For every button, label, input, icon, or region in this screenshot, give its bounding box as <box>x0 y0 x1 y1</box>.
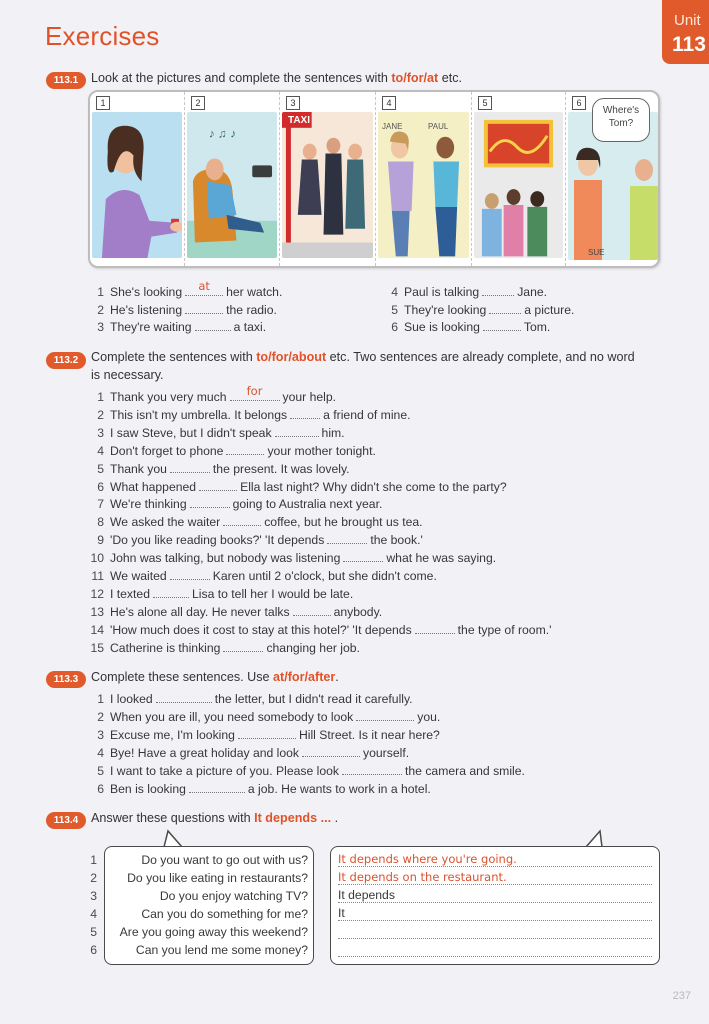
answer-blank[interactable] <box>156 691 212 703</box>
answer-blank[interactable] <box>238 727 296 739</box>
ex2-sentence <box>86 425 345 442</box>
picture-panel-2 <box>185 92 280 266</box>
sentence-number: 11 <box>91 569 104 583</box>
question-number: 5 <box>90 924 97 939</box>
sentence-number: 12 <box>90 586 104 601</box>
sentence-end: him. <box>321 425 345 440</box>
panel-number: 5 <box>478 96 492 110</box>
ex1-sentence <box>380 302 574 319</box>
sentence-start: I saw Steve, but I didn't speak <box>110 425 272 440</box>
answer-blank[interactable] <box>483 319 521 331</box>
answer-blank[interactable] <box>356 709 414 721</box>
page-number: 237 <box>672 990 691 1002</box>
sentence-end: changing her job. <box>266 640 360 655</box>
sentence-number: 9 <box>97 533 104 548</box>
sentence-start: They're waiting <box>110 320 192 334</box>
sentence-end: a picture. <box>524 303 575 317</box>
sentence-start: Ben is looking <box>110 781 186 796</box>
sentence-number: 1 <box>97 285 104 299</box>
answer-blank[interactable] <box>226 443 264 455</box>
ex1-sentence <box>380 319 550 336</box>
question-text: Are you going away this weekend? <box>119 924 308 939</box>
answer-line[interactable]: It depends on the restaurant. <box>338 870 652 885</box>
instruction-text: . <box>334 811 339 825</box>
sentence-end: Lisa to tell her I would be late. <box>191 586 354 601</box>
sentence-start: I looked <box>110 692 153 706</box>
page-title: Exercises <box>45 21 160 51</box>
sentence-start: They're looking <box>404 303 487 317</box>
sentence-end: yourself. <box>363 745 410 760</box>
answer-blank[interactable] <box>170 461 210 473</box>
answer-blank[interactable] <box>415 622 455 634</box>
sentence-end: the present. It was lovely. <box>212 461 350 476</box>
exercise-instruction-113-4 <box>91 809 338 827</box>
man-listening-to-radio-illustration <box>187 112 277 258</box>
ex2-sentence <box>86 443 376 460</box>
sentence-end: coffee, but he brought us tea. <box>264 515 423 530</box>
exercise-badge-113-3: 113.3 <box>46 671 86 688</box>
sentence-start: Don't forget to phone <box>110 443 224 458</box>
sentence-number: 6 <box>97 479 104 494</box>
sentence-number: 10 <box>90 551 104 566</box>
exercise-badge-113-1: 113.1 <box>46 72 86 89</box>
answer-blank[interactable] <box>290 407 320 419</box>
answer-blank[interactable] <box>170 568 210 580</box>
sentence-number: 14 <box>90 622 104 637</box>
ex3-sentence <box>86 691 413 708</box>
ex2-sentence <box>86 496 382 513</box>
sentence-end: the letter, but I didn't read it carefully. <box>214 692 413 706</box>
sentence-number: 15 <box>90 640 104 655</box>
instruction-keywords: to/for/at <box>391 71 439 85</box>
ex2-sentence <box>86 407 410 424</box>
sentence-end: your help. <box>282 390 337 404</box>
answer-blank[interactable] <box>342 763 402 775</box>
sentence-start: Thank you <box>110 461 167 476</box>
ex2-sentence <box>86 622 551 639</box>
sentence-number: 13 <box>90 604 104 619</box>
answer-blank[interactable] <box>293 604 331 616</box>
picture-panel-1 <box>90 92 185 266</box>
panel-number: 1 <box>96 96 110 110</box>
ex1-sentence <box>380 284 547 301</box>
sentence-start: She's looking <box>110 285 183 299</box>
name-label-paul: PAUL <box>428 122 449 131</box>
sentence-start: We asked the waiter <box>110 515 221 530</box>
question-number: 6 <box>90 942 97 957</box>
question-number: 3 <box>90 888 97 903</box>
sentence-end: the book.' <box>370 533 423 548</box>
sentence-end: the camera and smile. <box>405 763 525 778</box>
sentence-start: I texted <box>110 586 150 601</box>
sentence-start: He's listening <box>110 303 183 317</box>
answer-blank[interactable] <box>189 781 245 793</box>
sentence-end: what he was saying. <box>386 551 497 566</box>
paul-talking-to-jane-illustration <box>378 112 469 258</box>
answer-blank[interactable] <box>489 302 521 314</box>
sentence-end: a job. He wants to work in a hotel. <box>247 781 431 796</box>
sentence-number: 1 <box>97 390 104 404</box>
answer-blank[interactable] <box>275 425 319 437</box>
sentence-number: 5 <box>391 303 398 317</box>
sentence-end: Hill Street. Is it near here? <box>298 727 440 742</box>
instruction-text: is necessary. <box>91 368 164 382</box>
sentence-start: 'How much does it cost to stay at this hotel?' 'It depends <box>110 622 412 637</box>
answer-blank[interactable] <box>195 319 231 331</box>
speech-bubble: Where's Tom? <box>592 98 650 142</box>
instruction-text: etc. Two sentences are already complete, and no word <box>326 350 635 364</box>
woman-looking-at-watch-illustration <box>92 112 182 258</box>
ex2-sentence <box>86 384 337 406</box>
taxi-sign: TAXI <box>287 115 311 126</box>
instruction-text: etc. <box>438 71 463 85</box>
question-text: Do you want to go out with us? <box>141 853 308 867</box>
picture-panel-4 <box>376 92 472 266</box>
sentence-number: 4 <box>97 745 104 760</box>
sentence-end: anybody. <box>333 604 383 619</box>
people-waiting-for-taxi-illustration <box>282 112 373 258</box>
sentence-start: Bye! Have a great holiday and look <box>110 745 300 760</box>
sentence-end: Ella last night? Why didn't she come to the party? <box>240 479 507 494</box>
question-number: 2 <box>90 870 97 885</box>
sentence-number: 4 <box>391 285 398 299</box>
question-text: Do you enjoy watching TV? <box>159 888 308 903</box>
ex2-sentence <box>86 640 360 657</box>
instruction-text: Answer these questions with <box>91 811 255 825</box>
sentence-end: her watch. <box>226 285 283 299</box>
picture-panel-3 <box>280 92 376 266</box>
sentence-start: Sue is looking <box>404 320 480 334</box>
unit-number: 113 <box>672 33 706 56</box>
ex1-sentence <box>86 279 283 301</box>
people-looking-at-picture-illustration <box>474 112 563 258</box>
sentence-end: the radio. <box>226 303 277 317</box>
sentence-end: a taxi. <box>233 320 267 334</box>
sentence-start: John was talking, but nobody was listening <box>110 551 341 566</box>
ex1-sentence <box>86 319 266 336</box>
ex3-sentence <box>86 781 431 798</box>
panel-number: 6 <box>572 96 586 110</box>
sentence-end: the type of room.' <box>457 622 552 637</box>
unit-tab <box>662 0 709 64</box>
question-text: Can you lend me some money? <box>135 942 308 957</box>
sentence-number: 1 <box>97 692 104 706</box>
answer-blank[interactable] <box>343 550 383 562</box>
ex2-sentence <box>86 550 496 567</box>
panel-number: 4 <box>382 96 396 110</box>
sentence-start: Thank you very much <box>110 390 227 404</box>
ex3-sentence <box>86 727 440 744</box>
sentence-end: Tom. <box>523 320 551 334</box>
sentence-start: We're thinking <box>110 497 187 512</box>
answer-blank[interactable] <box>482 284 514 296</box>
ex3-sentence <box>86 745 409 762</box>
sentence-number: 3 <box>97 425 104 440</box>
answer-line[interactable]: It depends <box>338 888 652 903</box>
sentence-end: going to Australia next year. <box>232 497 383 512</box>
ex3-sentence <box>86 763 525 780</box>
answer-blank[interactable] <box>302 745 360 757</box>
answer-blank[interactable] <box>185 279 223 296</box>
sentence-number: 6 <box>97 781 104 796</box>
answer-line[interactable]: It <box>338 906 652 921</box>
sentence-number: 2 <box>97 303 104 317</box>
ex2-sentence <box>86 514 423 531</box>
sentence-start: 'Do you like reading books?' 'It depends <box>110 533 325 548</box>
sentence-end: Karen until 2 o'clock, but she didn't come. <box>212 569 437 583</box>
answer-blank[interactable] <box>153 586 189 598</box>
instruction-keywords: to/for/about <box>256 350 327 364</box>
sentence-end: Jane. <box>517 285 548 299</box>
answer-line[interactable] <box>338 924 652 939</box>
ex2-sentence <box>86 604 382 621</box>
sentence-number: 8 <box>97 515 104 530</box>
sentence-start: We waited <box>110 569 167 583</box>
ex3-sentence <box>86 709 440 726</box>
ex1-sentence <box>86 302 277 319</box>
sentence-number: 2 <box>97 407 104 422</box>
answer-blank[interactable] <box>199 479 237 491</box>
sentence-start: What happened <box>110 479 197 494</box>
panel-number: 3 <box>286 96 300 110</box>
picture-panel-6 <box>566 92 660 266</box>
panel-number: 2 <box>191 96 205 110</box>
picture-strip <box>88 90 660 268</box>
question-number: 1 <box>90 853 97 867</box>
sentence-end: your mother tonight. <box>267 443 376 458</box>
handwritten-answer: for <box>246 384 263 398</box>
sentence-number: 4 <box>97 443 104 458</box>
exercise-badge-113-4: 113.4 <box>46 812 86 829</box>
sentence-start: He's alone all day. He never talks <box>110 604 290 619</box>
instruction-text: Complete these sentences. Use <box>91 670 274 684</box>
answer-blank[interactable] <box>327 532 367 544</box>
answer-line[interactable]: It depends where you're going. <box>338 852 652 867</box>
sentence-start: Paul is talking <box>404 285 480 299</box>
sentence-start: Catherine is thinking <box>110 640 221 655</box>
sentence-number: 5 <box>97 461 104 476</box>
ex2-sentence <box>86 568 437 585</box>
name-label-jane: JANE <box>382 122 403 131</box>
exercise-badge-113-2: 113.2 <box>46 352 86 369</box>
answer-blank[interactable] <box>223 640 263 652</box>
picture-panel-5 <box>472 92 566 266</box>
instruction-keywords: It depends ... <box>254 811 335 825</box>
sentence-number: 6 <box>391 320 398 334</box>
exercise-instruction-113-1 <box>91 69 462 87</box>
svg-text:♪ ♫ ♪: ♪ ♫ ♪ <box>208 126 237 141</box>
sentence-start: Excuse me, I'm looking <box>110 727 235 742</box>
handwritten-answer: at <box>198 279 210 293</box>
instruction-keywords: at/for/after <box>273 670 336 684</box>
name-label-sue: SUE <box>588 248 605 257</box>
answer-line[interactable] <box>338 942 652 957</box>
sentence-number: 3 <box>97 727 104 742</box>
sentence-start: When you are ill, you need somebody to look <box>110 709 354 724</box>
sentence-number: 3 <box>97 320 104 334</box>
sentence-number: 7 <box>97 497 104 512</box>
question-number: 4 <box>90 906 97 921</box>
unit-label: Unit <box>674 12 701 29</box>
sentence-number: 2 <box>97 709 104 724</box>
answer-blank[interactable] <box>190 496 230 508</box>
sentence-number: 5 <box>97 763 104 778</box>
ex2-sentence <box>86 586 353 603</box>
ex2-sentence <box>86 461 350 478</box>
instruction-text: Look at the pictures and complete the sentences with <box>91 71 392 85</box>
question-text: Do you like eating in restaurants? <box>127 870 308 885</box>
exercise-instruction-113-3 <box>91 668 339 686</box>
sentence-end: a friend of mine. <box>323 407 411 422</box>
question-text: Can you do something for me? <box>141 906 308 921</box>
sentence-start: This isn't my umbrella. It belongs <box>110 407 288 422</box>
ex2-sentence <box>86 479 507 496</box>
answer-blank[interactable] <box>223 514 261 526</box>
instruction-text: Complete the sentences with <box>91 350 257 364</box>
ex2-sentence <box>86 532 423 549</box>
sentence-start: I want to take a picture of you. Please look <box>110 763 339 778</box>
sentence-end: you. <box>417 709 441 724</box>
instruction-text: . <box>335 670 339 684</box>
answer-blank[interactable] <box>230 384 280 401</box>
exercise-instruction-113-2 <box>91 348 671 384</box>
answer-blank[interactable] <box>185 302 223 314</box>
